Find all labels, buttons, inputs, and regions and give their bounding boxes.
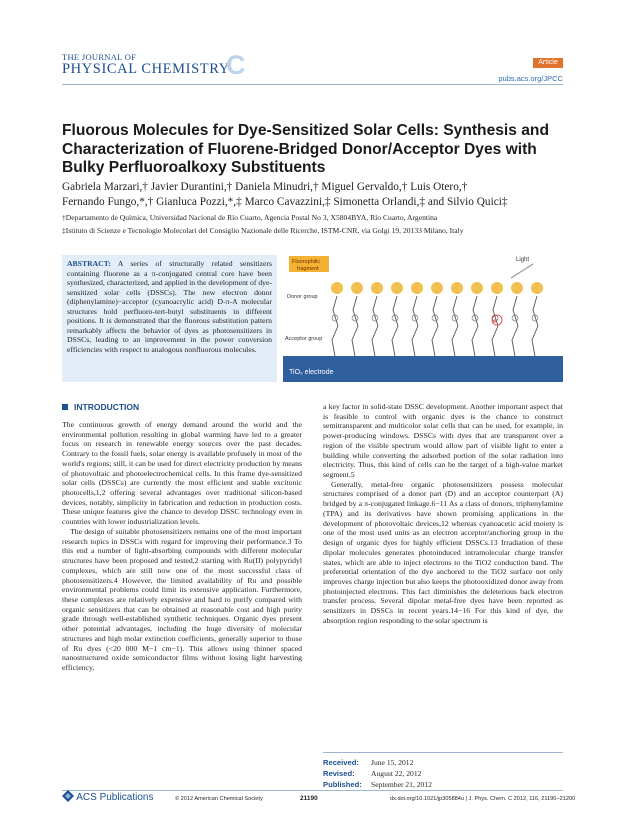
author-line-1: Gabriela Marzari,† Javier Durantini,† Daniela Minudri,† Miguel Gervaldo,† Luis Otero,† — [62, 181, 468, 193]
affiliation-2: ‡Istituto di Scienze e Tecnologie Molecolari del Consiglio Nazionale delle Ricerche, ISTM-CNR, via Golgi 19, 20133 Milano, Italy — [62, 226, 464, 235]
doi-citation[interactable]: dx.doi.org/10.1021/jp305884u | J. Phys. Chem. C 2012, 116, 21190−21200 — [390, 796, 576, 802]
electron-label: e⁻ — [493, 319, 500, 325]
electrode-label: TiO₂ electrode — [289, 369, 334, 376]
heading-square-icon — [62, 404, 68, 410]
section-heading-text: INTRODUCTION — [74, 402, 140, 412]
paragraph: Generally, metal-free organic photosensitizers possess molecular structures comprised of a donor part (D) and an acceptor counterpart (A) bridged by a π-conjugated linkage.6−11 As a class of donors, triphenylamine (TPA) and its derivatives have shown promising applications in the development of photovoltaic devices,12 whereas cyanoacetic acid moiety is one of the most used units as an electron acceptor/anchoring group in the design of organic dyes for highly efficient DSSCs.13 Irradiation of these dipolar molecules generates photoinduced intramolecular charge transfer states, which are able to inject electrons to the TiO2 conduction band. The preferential orientation of the dye anchored to the TiO2 surface not only improves charge injection but also keeps the photooxidized donor away from photoinjected electrons. This fact diminishes the deleterious back electron transfer process. Several dipolar metal-free dyes have been reported as sensitizers in DSSCs in recent years.14−16 For this kind of dye, the absorption region responding to the solar spectrum is — [323, 479, 563, 625]
date-value: June 15, 2012 — [371, 758, 414, 767]
affiliation-1: †Departamento de Química, Universidad Nacional de Río Cuarto, Agencia Postal No 3, X5804BYA, Río Cuarto, Argentina — [62, 213, 438, 222]
body-column-right — [323, 402, 563, 626]
fluorous-head — [491, 282, 503, 294]
author-line-2: Fernando Fungo,*,† Gianluca Pozzi,*,‡ Marco Cavazzini,‡ Simonetta Orlandi,‡ and Silvio Quici‡ — [62, 195, 508, 208]
abstract-label: ABSTRACT: — [67, 259, 111, 268]
fluorous-head — [391, 282, 403, 294]
journal-url-link[interactable]: pubs.acs.org/JPCC — [498, 74, 563, 83]
fluorous-head — [431, 282, 443, 294]
journal-name-line2: PHYSICAL CHEMISTRY — [62, 61, 230, 77]
date-label: Received: — [323, 758, 359, 767]
date-label: Revised: — [323, 769, 355, 778]
publisher-logo — [62, 790, 154, 803]
date-value: September 21, 2012 — [371, 780, 432, 789]
paragraph: The design of suitable photosensitizers remains one of the most important research topics in DSSCs with regard for improving their performance.3 To this end a number of light-absorbing compounds with different molecular structures have been proposed and tested,2 starting with Ru(II) polypyridyl complexes, which are still now one of the most successful class of photosensitizers.4 However, the limited availability of Ru and possible environmental problems could limit its extensive application. Furthermore, these complexes are relatively expensive and hard to purify compared with organic sensitizers that can be obtained at reasonable cost and high purity grade through well-established synthetic techniques. Organic dyes present other potential advantages, including the huge diversity of molecular structures and high molar extinction coefficients, generally superior to those of Ru dyes (<20 000 M−1 cm−1). This allows using thinner spaced nanostructured oxide semiconductor films without losing light harvesting efficiency, — [62, 526, 302, 672]
acceptor-label: Acceptor group — [285, 336, 323, 342]
fluorous-head — [471, 282, 483, 294]
date-published — [323, 779, 563, 790]
date-received — [323, 757, 563, 768]
copyright: © 2012 American Chemical Society — [175, 796, 263, 802]
dates-divider — [323, 752, 563, 753]
body-column-left — [62, 420, 302, 673]
fluorous-head — [371, 282, 383, 294]
donor-label: Donor group — [287, 294, 318, 300]
page-number: 21190 — [300, 795, 318, 802]
fluorous-head — [351, 282, 363, 294]
paragraph: The continuous growth of energy demand around the world and the environmental pollution resulting in global warming have led to a greater focus on research in renewable energy sources over the past decades. Contrary to the fossil fuels, solar energy is available profusely in most of the world's regions; still, it can be used for direct electricity production by means of photovoltaic and photoelectrochemical cells. In this frame dye-sensitized solar cells (DSSCs) are currently the most efficient and stable excitonic photocells,1,2 offering several advantages over traditional silicon-based devices, notably, simplicity in fabrication and reduction in production costs. These unique features give the chance to develop DSSC technology even in countries with lower industrialization levels. — [62, 420, 302, 527]
header-divider — [62, 84, 563, 85]
paragraph: a key factor in solid-state DSSC development. Another important aspect that is feasible to control with organic dyes is the chance to construct semitransparent and multicolor solar cells that can be used, for example, in power-producing windows. DSSCs with dyes that are transparent over a region of the visible spectrum would allow part of visible light to enter a building while converting the adsorbed portion of the solar radiation into electricity. Thus, this kind of cells can be the target of a high-value market segment.5 — [323, 402, 563, 480]
date-label: Published: — [323, 780, 362, 789]
fluorous-head — [511, 282, 523, 294]
publication-dates — [323, 757, 563, 790]
fluorous-label-1: Fluorophilic — [292, 259, 321, 265]
abstract-text: A series of structurally related sensitizers containing fluorene as a π-conjugated central core have been synthesized, characterized, and applied in the development of dye-sensitized solar cells (DSSCs). The new electron donor (diphenylamine)−acceptor (cyanoacrylic acid) D-π-A molecular structures hold perfluoro-tert-butyl substituents in different positions. It is demonstrated that the fluorous substitution pattern remarkably affects the behavior of dyes as photosensitizers in DSSCs, leading to an improvement in the power conversion efficiencies with respect to analogous nonfluorous molecules. — [67, 259, 273, 354]
fluorous-head — [411, 282, 423, 294]
fluorous-head — [451, 282, 463, 294]
acs-logo-icon — [62, 790, 74, 802]
fluorous-label-2: fragment — [297, 266, 319, 272]
date-value: August 22, 2012 — [371, 769, 422, 778]
journal-section-letter: C — [226, 50, 246, 80]
abstract-box — [62, 255, 277, 382]
article-title: Fluorous Molecules for Dye-Sensitized Solar Cells: Synthesis and Characterization of Fluorene-Bridged Donor/Acceptor Dyes with Bulky Perfluoroalkoxy Substituents — [62, 122, 549, 176]
section-heading-introduction — [62, 402, 139, 412]
light-label: Light — [516, 257, 530, 263]
publisher-name: ACS Publications — [76, 792, 154, 803]
toc-graphic — [283, 252, 563, 382]
date-revised — [323, 768, 563, 779]
article-type-badge: Article — [533, 58, 563, 68]
fluorous-head — [531, 282, 543, 294]
author-list — [62, 180, 572, 209]
journal-name-line1: THE JOURNAL OF — [62, 52, 137, 62]
fluorous-head — [331, 282, 343, 294]
